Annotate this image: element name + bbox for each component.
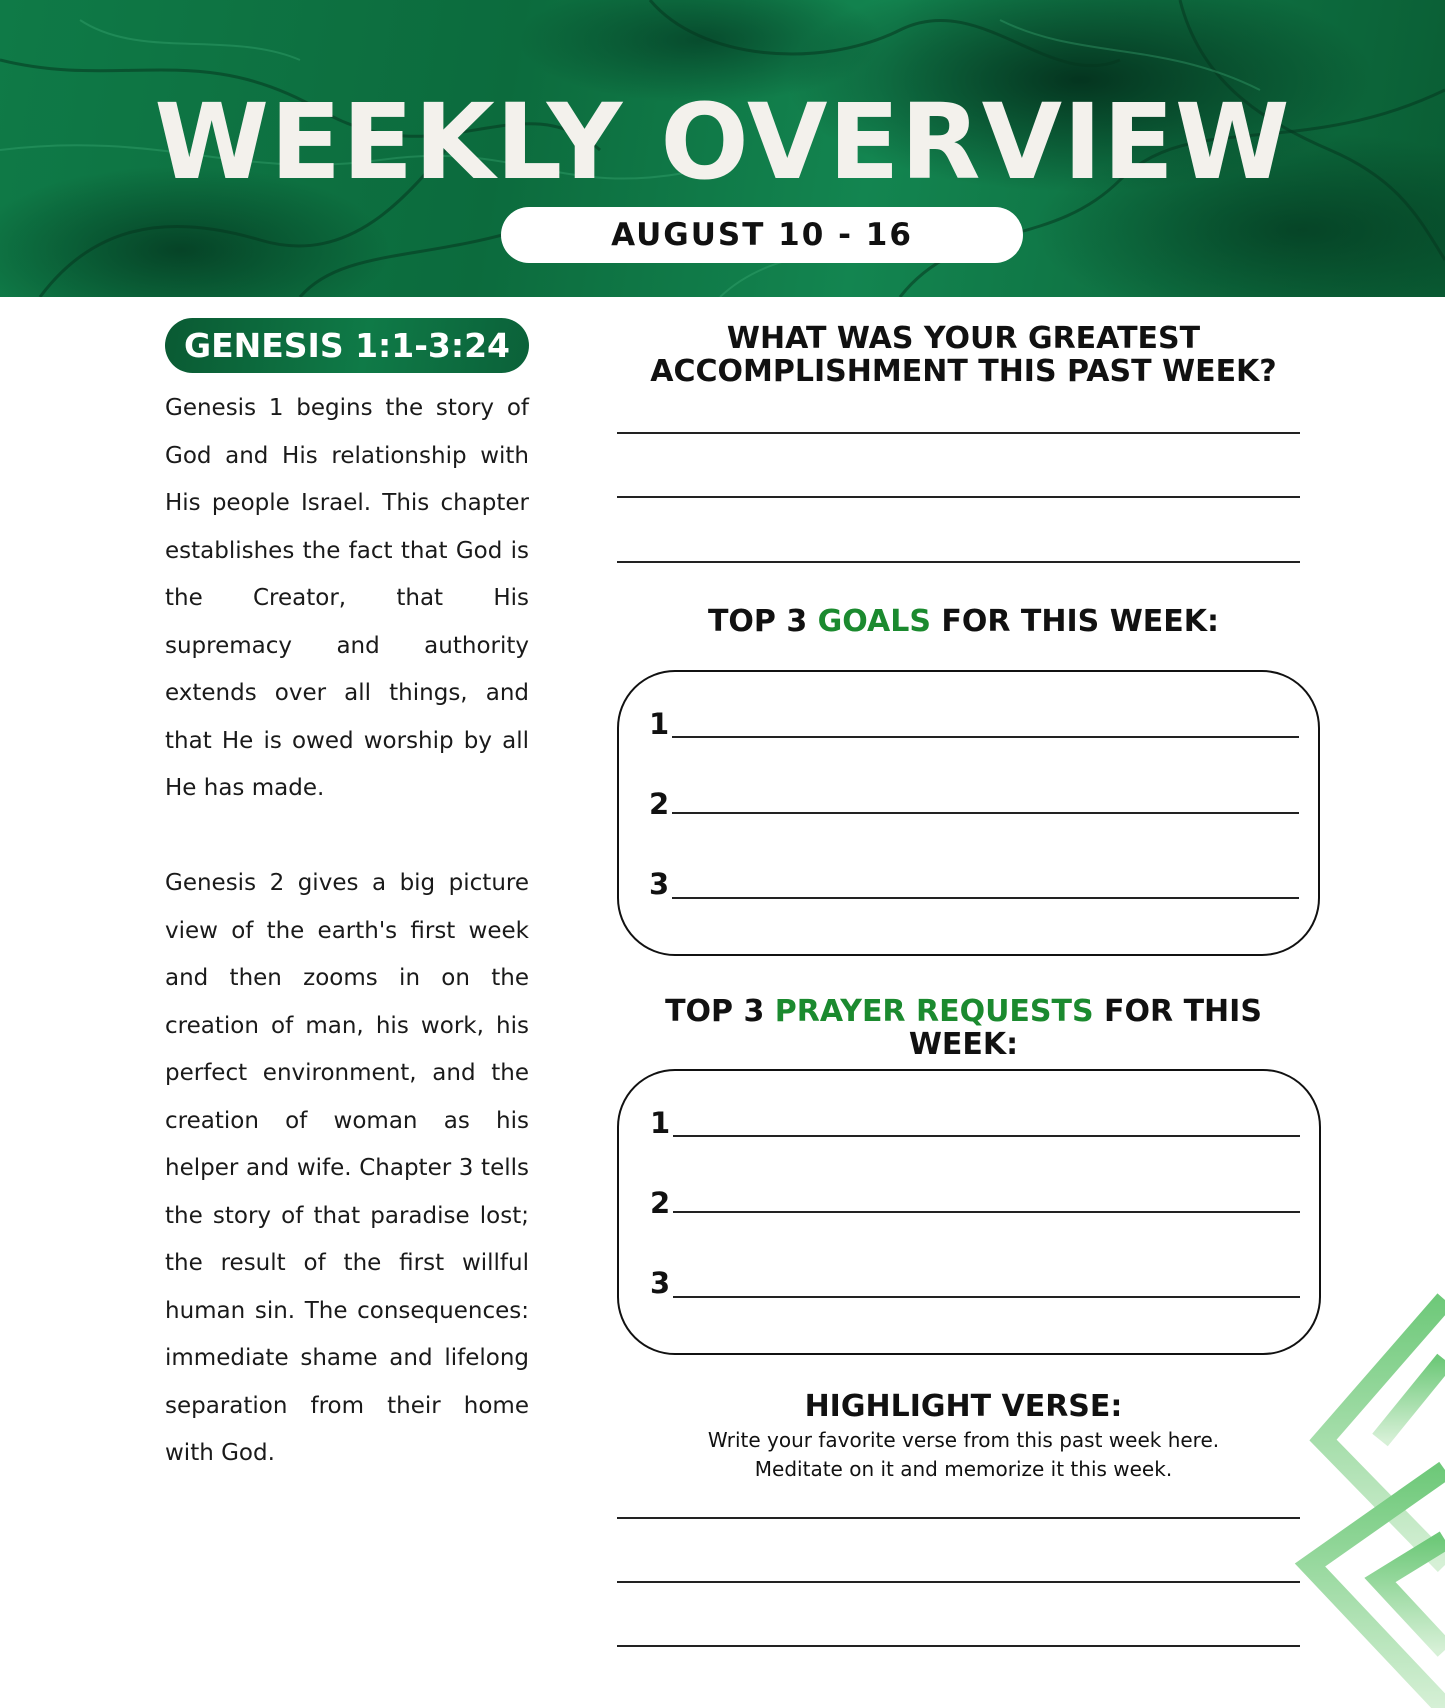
goal-input-line-3[interactable] — [672, 897, 1299, 899]
goals-heading-prefix: TOP 3 — [707, 604, 818, 639]
goals-heading-highlight: GOALS — [817, 604, 931, 639]
decorative-chevrons — [1270, 1290, 1445, 1708]
goal-input-line-1[interactable] — [672, 736, 1299, 738]
verse-line-2[interactable] — [617, 1581, 1300, 1583]
highlight-verse-instruction-line-2: Meditate on it and memorize it this week. — [754, 1457, 1173, 1481]
highlight-verse-heading: HIGHLIGHT VERSE: — [804, 1389, 1123, 1424]
date-range-badge: AUGUST 10 - 16 — [501, 207, 1023, 263]
prayer-heading-prefix: TOP 3 — [665, 994, 775, 1029]
scripture-reference-badge: GENESIS 1:1-3:24 — [165, 318, 529, 373]
header-banner — [0, 0, 1445, 297]
accomplishment-answer-line-2[interactable] — [617, 496, 1300, 498]
prayer-input-line-1[interactable] — [673, 1135, 1300, 1137]
verse-line-1[interactable] — [617, 1517, 1300, 1519]
prayer-input-line-3[interactable] — [673, 1296, 1300, 1298]
prayer-heading-highlight: PRAYER REQUESTS — [774, 994, 1094, 1029]
prayer-number-3: 3 — [650, 1266, 671, 1300]
highlight-verse-instruction-line-1: Write your favorite verse from this past week here. — [707, 1428, 1220, 1452]
prayer-input-line-2[interactable] — [673, 1211, 1300, 1213]
accomplishment-question — [617, 322, 1310, 388]
goal-number-3: 3 — [649, 867, 670, 901]
goals-heading — [617, 605, 1310, 638]
summary-paragraph-1: Genesis 1 begins the story of God and His relationship with His people Israel. This chapter establishes the fact that God is the Creator, that His supremacy and authority extends over all things, and that He is owed worship by all He has made. — [165, 395, 529, 801]
prayer-heading-suffix: FOR THIS WEEK: — [908, 994, 1262, 1062]
prayer-requests-heading — [617, 995, 1310, 1061]
page-title: WEEKLY OVERVIEW — [154, 81, 1291, 203]
prayer-number-2: 2 — [650, 1186, 671, 1220]
goals-heading-suffix: FOR THIS WEEK: — [930, 604, 1220, 639]
passage-summary — [165, 385, 529, 1478]
summary-paragraph-2: Genesis 2 gives a big picture view of the earth's first week and then zooms in on the creation of man, his work, his perfect environment, and the creation of woman as his helper and wife. Chapter 3 tells the story of that paradise lost; the result of the first willful human sin. The consequences: immediate shame and lifelong separation from their home with God. — [165, 870, 529, 1466]
accomplishment-answer-line-1[interactable] — [617, 432, 1300, 434]
accomplishment-question-line-1: WHAT WAS YOUR GREATEST — [726, 321, 1201, 356]
goal-input-line-2[interactable] — [672, 812, 1299, 814]
prayer-number-1: 1 — [650, 1106, 671, 1140]
verse-line-3[interactable] — [617, 1645, 1300, 1647]
goal-number-1: 1 — [649, 707, 670, 741]
accomplishment-answer-line-3[interactable] — [617, 561, 1300, 563]
highlight-verse-instructions — [617, 1426, 1310, 1484]
goal-number-2: 2 — [649, 787, 670, 821]
accomplishment-question-line-2: ACCOMPLISHMENT THIS PAST WEEK? — [650, 354, 1277, 389]
